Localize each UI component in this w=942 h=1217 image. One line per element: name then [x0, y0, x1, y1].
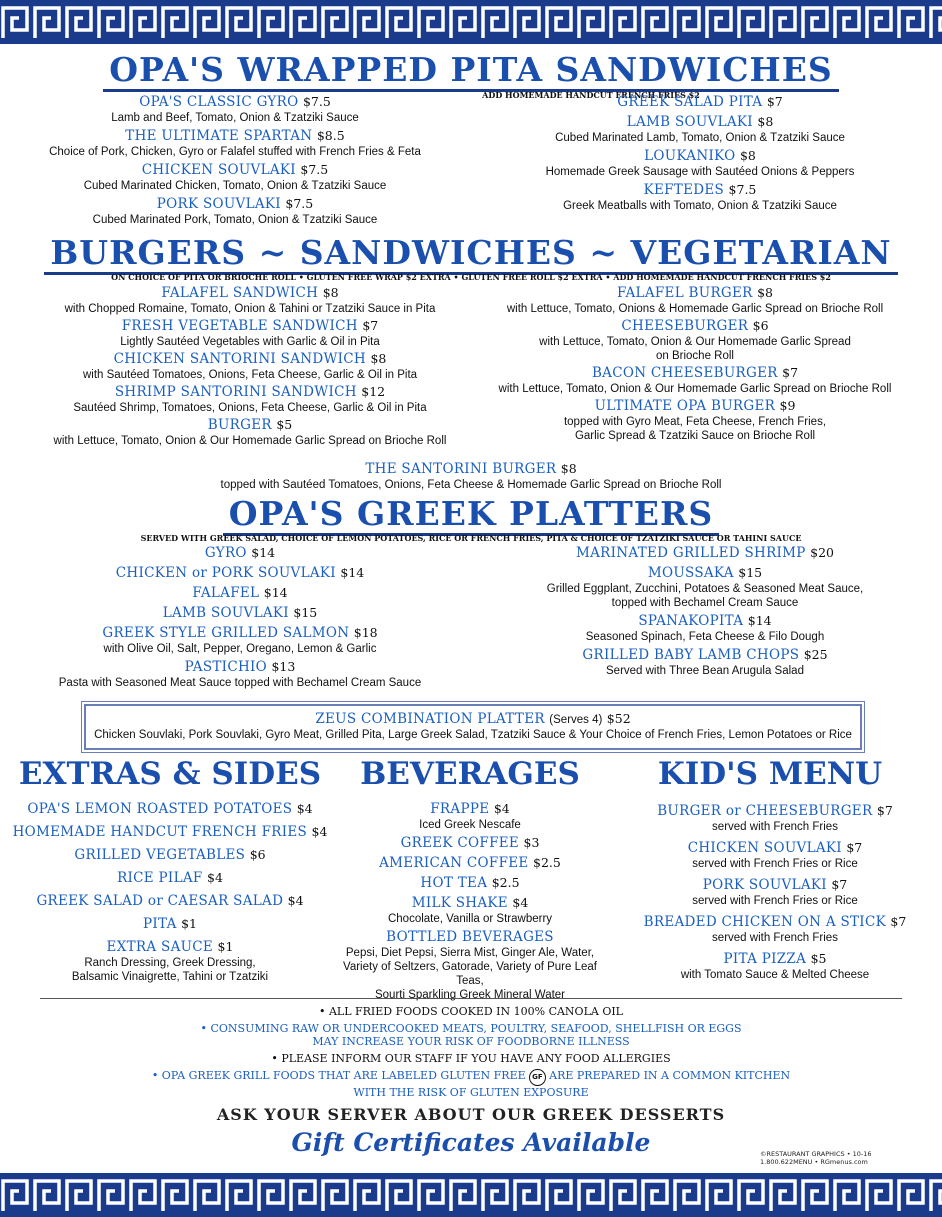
menu-item-name: THE ULTIMATE SPARTAN — [125, 128, 313, 144]
platters-right-column — [500, 544, 910, 678]
menu-item-name: BURGER or CHEESEBURGER — [657, 803, 873, 819]
burgers-note: ON CHOICE OF PITA OR BRIOCHE ROLL • GLUTEN FREE WRAP $2 EXTRA • GLUTEN FREE ROLL $2 EXTRA • ADD HOMEMADE HANDCUT FRENCH FRIES $2 — [111, 272, 831, 282]
menu-item-price: $8 — [370, 351, 387, 366]
menu-item-description: topped with Sautéed Tomatoes, Onions, Feta Cheese & Homemade Garlic Spread on Brioche Roll — [220, 479, 722, 491]
menu-item-description: with Olive Oil, Salt, Pepper, Oregano, Lemon & Garlic — [103, 643, 377, 655]
menu-item-description: Pepsi, Diet Pepsi, Sierra Mist, Ginger Ale, Water, — [345, 947, 595, 959]
menu-item-description: Served with Three Bean Arugula Salad — [606, 665, 804, 677]
menu-item-price: $14 — [340, 565, 365, 580]
menu-item — [30, 317, 470, 349]
menu-item-description: Homemade Greek Sausage with Sautéed Onions & Peppers — [545, 166, 855, 178]
menu-item — [40, 584, 440, 602]
burgers-left-column — [30, 284, 470, 448]
menu-item — [40, 161, 430, 193]
notice-gluten-b: ARE PREPARED IN A COMMON KITCHEN — [549, 1069, 791, 1082]
menu-item — [40, 195, 430, 227]
menu-item-name: HOT TEA — [420, 875, 488, 891]
menu-item-price: $6 — [752, 318, 769, 333]
menu-item — [150, 460, 792, 492]
menu-item — [500, 564, 910, 610]
menu-item-price: $7 — [890, 914, 907, 929]
notice-gluten-a: • OPA GREEK GRILL FOODS THAT ARE LABELED GLUTEN FREE — [151, 1069, 526, 1082]
menu-item-description: Sautéed Shrimp, Tomatoes, Onions, Feta Cheese, Garlic & Oil in Pita — [73, 402, 427, 414]
menu-item-name: LAMB SOUVLAKI — [162, 605, 289, 621]
menu-item — [40, 564, 440, 582]
menu-item-price: $14 — [263, 585, 288, 600]
menu-item-name: EXTRA SAUCE — [106, 939, 214, 955]
menu-item — [500, 544, 910, 562]
menu-item-name: RICE PILAF — [117, 870, 203, 886]
menu-item-description: served with French Fries — [712, 821, 838, 833]
menu-item-price: $7 — [846, 840, 863, 855]
menu-item-name: MILK SHAKE — [411, 895, 508, 911]
menu-item — [330, 800, 610, 832]
menu-item — [40, 127, 430, 159]
menu-item-name: LOUKANIKO — [644, 148, 736, 164]
menu-item-name: GREEK COFFEE — [400, 835, 520, 851]
menu-item-name: OPA'S CLASSIC GYRO — [139, 94, 299, 110]
menu-item-price: $8 — [560, 461, 577, 476]
menu-item-description: Balsamic Vinaigrette, Tahini or Tzatziki — [71, 971, 269, 983]
menu-item — [10, 823, 330, 841]
printer-credit — [760, 1150, 872, 1166]
menu-item — [330, 894, 610, 926]
menu-item — [10, 892, 330, 910]
menu-item-price: $8 — [757, 114, 774, 129]
menu-item-name: MARINATED GRILLED SHRIMP — [576, 545, 806, 561]
section-title-kids: KID'S MENU — [657, 756, 883, 792]
menu-item-description: Pasta with Seasoned Meat Sauce topped with Bechamel Cream Sauce — [58, 677, 422, 689]
menu-item — [480, 397, 910, 443]
menu-item-name: ULTIMATE OPA BURGER — [594, 398, 776, 414]
menu-item-name: BACON CHEESEBURGER — [591, 365, 778, 381]
menu-item-name: GRILLED VEGETABLES — [74, 847, 246, 863]
menu-item-price: $4 — [493, 801, 510, 816]
desserts-prompt: ASK YOUR SERVER ABOUT OUR GREEK DESSERTS — [216, 1105, 726, 1124]
pita-left-column — [40, 93, 430, 227]
menu-item — [30, 284, 470, 316]
menu-item-price: $7 — [362, 318, 379, 333]
printer-credit-line2: 1.800.622MENU • RGmenus.com — [760, 1158, 868, 1166]
menu-item — [10, 915, 330, 933]
menu-item-name: OPA'S LEMON ROASTED POTATOES — [27, 801, 293, 817]
menu-item — [30, 416, 470, 448]
menu-item-description: Garlic Spread & Tzatziki Sauce on Brioche Roll — [574, 430, 816, 442]
menu-item — [500, 181, 900, 213]
printer-credit-line1: ©RESTAURANT GRAPHICS • 10-16 — [760, 1150, 872, 1158]
menu-item-description: Lightly Sautéed Vegetables with Garlic & Oil in Pita — [120, 336, 380, 348]
menu-item-description: Grilled Eggplant, Zucchini, Potatoes & Seasoned Meat Sauce, — [546, 583, 864, 595]
menu-item-price: $12 — [361, 384, 386, 399]
menu-item — [330, 834, 610, 852]
pita-right-column — [500, 93, 900, 213]
menu-item-name: CHICKEN or PORK SOUVLAKI — [115, 565, 336, 581]
menu-item-description: Lamb and Beef, Tomato, Onion & Tzatziki Sauce — [111, 112, 359, 124]
pita-note: ADD HOMEMADE HANDCUT FRENCH FRIES $2 — [482, 90, 700, 100]
menu-item — [630, 802, 920, 834]
menu-item — [40, 544, 440, 562]
menu-item — [500, 113, 900, 145]
burgers-center-item — [150, 460, 792, 492]
footer-divider — [40, 998, 902, 999]
menu-item — [10, 869, 330, 887]
menu-item-name: PITA PIZZA — [723, 951, 807, 967]
menu-item-name: SPANAKOPITA — [638, 613, 744, 629]
menu-item-name: BOTTLED BEVERAGES — [386, 929, 554, 945]
menu-item-name: GRILLED BABY LAMB CHOPS — [582, 647, 800, 663]
menu-item-description: with Chopped Romaine, Tomato, Onion & Tahini or Tzatziki Sauce in Pita — [64, 303, 436, 315]
menu-item-name: KEFTEDES — [643, 182, 725, 198]
menu-item-name: PORK SOUVLAKI — [702, 877, 827, 893]
zeus-price: $52 — [606, 711, 631, 726]
menu-item-name: CHICKEN SANTORINI SANDWICH — [113, 351, 366, 367]
menu-item-name: GREEK SALAD PITA — [617, 94, 763, 110]
menu-item-name: THE SANTORINI BURGER — [365, 461, 557, 477]
menu-item-name: BURGER — [207, 417, 272, 433]
menu-item-price: $20 — [810, 545, 834, 560]
menu-item-name: PORK SOUVLAKI — [156, 196, 281, 212]
menu-item-price: $25 — [803, 647, 828, 662]
menu-item-name: SHRIMP SANTORINI SANDWICH — [114, 384, 357, 400]
menu-item-description: with Lettuce, Tomato, Onion & Our Homemade Garlic Spread on Brioche Roll — [53, 435, 447, 447]
menu-item-price: $2.5 — [491, 875, 520, 890]
platters-note: SERVED WITH GREEK SALAD, CHOICE OF LEMON POTATOES, RICE OR FRENCH FRIES, PITA & CHOICE OF TZATZIKI SAUCE OR TAHINI SAUCE — [140, 533, 802, 543]
greek-key-border-top — [0, 0, 942, 44]
menu-item-name: MOUSSAKA — [647, 565, 734, 581]
menu-item — [40, 658, 440, 690]
menu-item — [10, 800, 330, 818]
menu-item — [30, 383, 470, 415]
menu-item-price: $7 — [876, 803, 893, 818]
menu-item-description: topped with Bechamel Cream Sauce — [611, 597, 799, 609]
menu-item — [630, 950, 920, 982]
menu-item — [500, 646, 910, 678]
menu-item — [30, 350, 470, 382]
menu-item-price: $7 — [782, 365, 799, 380]
menu-item-description: with Tomato Sauce & Melted Cheese — [680, 969, 870, 981]
menu-item — [40, 624, 440, 656]
menu-item-price: $5 — [276, 417, 293, 432]
menu-item — [630, 876, 920, 908]
menu-item-price: $8 — [739, 148, 756, 163]
menu-item-name: GREEK SALAD or CAESAR SALAD — [36, 893, 284, 909]
menu-item-description: Cubed Marinated Lamb, Tomato, Onion & Tzatziki Sauce — [555, 132, 845, 144]
menu-item-description: with Sautéed Tomatoes, Onions, Feta Cheese, Garlic & Oil in Pita — [82, 369, 418, 381]
notice-gluten-2: WITH THE RISK OF GLUTEN EXPOSURE — [353, 1086, 589, 1099]
menu-item-price: $13 — [271, 659, 296, 674]
gift-certificates: Gift Certificates Available — [291, 1128, 651, 1157]
menu-item-price: $4 — [287, 893, 304, 908]
menu-item-description: Chocolate, Vanilla or Strawberry — [387, 913, 553, 925]
burgers-right-column — [480, 284, 910, 443]
notice-gluten — [0, 1069, 942, 1086]
menu-item-name: GYRO — [204, 545, 247, 561]
menu-item-price: $7 — [831, 877, 848, 892]
section-title-extras: EXTRAS & SIDES — [18, 756, 322, 792]
beverages-column — [330, 800, 610, 1002]
menu-item — [500, 93, 900, 111]
menu-item-name: PITA — [143, 916, 177, 932]
menu-item-price: $1 — [217, 939, 234, 954]
menu-item-price: $7 — [766, 94, 783, 109]
menu-item-name: FALAFEL SANDWICH — [161, 285, 319, 301]
menu-item-price: $2.5 — [533, 855, 561, 870]
menu-item — [480, 364, 910, 396]
greek-key-border-bottom — [0, 1173, 942, 1217]
menu-item-name: GREEK STYLE GRILLED SALMON — [102, 625, 350, 641]
menu-item — [330, 854, 610, 872]
menu-item — [630, 839, 920, 871]
menu-item-price: $1 — [181, 916, 197, 931]
menu-item-description: Cubed Marinated Chicken, Tomato, Onion & Tzatziki Sauce — [83, 180, 387, 192]
menu-item-name: FRAPPE — [430, 801, 490, 817]
menu-item-price: $14 — [251, 545, 276, 560]
menu-item-price: $4 — [296, 801, 313, 816]
menu-item-name: FALAFEL BURGER — [617, 285, 753, 301]
menu-item-price: $8 — [757, 285, 773, 300]
menu-item-price: $4 — [207, 870, 223, 885]
menu-item — [330, 928, 610, 1002]
menu-item-price: $7.5 — [300, 162, 329, 177]
menu-item-description: Variety of Seltzers, Gatorade, Variety of Pure Leaf Teas, — [343, 961, 597, 987]
menu-item-name: FALAFEL — [192, 585, 260, 601]
menu-item-description: Cubed Marinated Pork, Tomato, Onion & Tzatziki Sauce — [92, 214, 378, 226]
section-title-pita: OPA'S WRAPPED PITA SANDWICHES — [0, 50, 942, 89]
menu-item — [40, 93, 430, 125]
zeus-name: ZEUS COMBINATION PLATTER — [315, 711, 545, 727]
menu-item-price: $9 — [779, 398, 796, 413]
menu-item-description: Iced Greek Nescafe — [419, 819, 521, 831]
menu-item-description: with Lettuce, Tomato, Onions & Homemade Garlic Spread on Brioche Roll — [506, 303, 884, 315]
menu-item-name: CHICKEN SOUVLAKI — [687, 840, 842, 856]
menu-item-description: Seasoned Spinach, Feta Cheese & Filo Dough — [585, 631, 825, 643]
menu-item-price: $4 — [512, 895, 529, 910]
menu-item-price: $18 — [353, 625, 378, 640]
zeus-serves: (Serves 4) — [549, 714, 603, 726]
menu-item — [480, 284, 910, 316]
menu-item-name: HOMEMADE HANDCUT FRENCH FRIES — [12, 824, 308, 840]
notice-raw-food-2: MAY INCREASE YOUR RISK OF FOODBORNE ILLNESS — [312, 1035, 630, 1048]
menu-item-description: served with French Fries or Rice — [692, 858, 858, 870]
menu-item-name: PASTICHIO — [184, 659, 268, 675]
menu-item-price: $7.5 — [728, 182, 757, 197]
menu-item-price: $15 — [293, 605, 318, 620]
menu-item-description: served with French Fries or Rice — [692, 895, 858, 907]
notice-raw-food: • CONSUMING RAW OR UNDERCOOKED MEATS, POULTRY, SEAFOOD, SHELLFISH OR EGGS — [200, 1022, 742, 1035]
menu-item-price: $4 — [311, 824, 328, 839]
menu-item-price: $15 — [738, 565, 763, 580]
footer-notices — [0, 1005, 942, 1099]
menu-item-name: FRESH VEGETABLE SANDWICH — [121, 318, 358, 334]
menu-item-price: $8 — [322, 285, 339, 300]
zeus-combination-box — [84, 704, 862, 750]
menu-item — [10, 938, 330, 984]
menu-item — [40, 604, 440, 622]
section-title-platters: OPA'S GREEK PLATTERS — [0, 494, 942, 533]
menu-item-price: $8.5 — [316, 128, 345, 143]
menu-item-description: Choice of Pork, Chicken, Gyro or Falafel stuffed with French Fries & Feta — [49, 146, 421, 158]
menu-item-description: served with French Fries — [712, 932, 838, 944]
menu-item-description: with Lettuce, Tomato, Onion & Our Homemade Garlic Spread on Brioche Roll — [498, 383, 892, 395]
menu-item-name: CHICKEN SOUVLAKI — [141, 162, 296, 178]
menu-item-price: $6 — [249, 847, 266, 862]
platters-left-column — [40, 544, 440, 690]
gluten-free-icon: GF — [529, 1069, 546, 1086]
notice-allergies: • PLEASE INFORM OUR STAFF IF YOU HAVE ANY FOOD ALLERGIES — [271, 1052, 671, 1065]
extras-column — [10, 800, 330, 984]
menu-item-price: $14 — [747, 613, 772, 628]
zeus-description: Chicken Souvlaki, Pork Souvlaki, Gyro Meat, Grilled Pita, Large Greek Salad, Tzatziki Sauce & Your Choice of French Fries, Lemon Potatoes or Rice — [94, 729, 852, 741]
kids-column — [630, 802, 920, 982]
notice-canola: • ALL FRIED FOODS COOKED IN 100% CANOLA OIL — [318, 1005, 623, 1018]
menu-item-description: Sourti Sparkling Greek Mineral Water — [374, 989, 566, 1001]
menu-item-price: $7.5 — [285, 196, 314, 211]
menu-item — [10, 846, 330, 864]
menu-item-name: BREADED CHICKEN ON A STICK — [643, 914, 886, 930]
menu-item — [500, 147, 900, 179]
menu-item-description: Ranch Dressing, Greek Dressing, — [84, 957, 256, 969]
menu-item-price: $5 — [810, 951, 827, 966]
menu-item-description: Greek Meatballs with Tomato, Onion & Tzatziki Sauce — [563, 200, 837, 212]
menu-item-description: on Brioche Roll — [656, 350, 734, 362]
menu-item — [500, 612, 910, 644]
menu-item-description: topped with Gyro Meat, Feta Cheese, French Fries, — [563, 416, 827, 428]
section-title-beverages: BEVERAGES — [360, 756, 580, 792]
menu-item-name: CHEESEBURGER — [621, 318, 749, 334]
menu-item — [330, 874, 610, 892]
menu-item-price: $3 — [523, 835, 540, 850]
menu-item-name: AMERICAN COFFEE — [379, 855, 529, 871]
section-title-burgers: BURGERS ~ SANDWICHES ~ VEGETARIAN — [0, 233, 942, 272]
menu-item-name: LAMB SOUVLAKI — [626, 114, 753, 130]
menu-item-description: with Lettuce, Tomato, Onion & Our Homemade Garlic Spread — [539, 336, 851, 348]
menu-item-price: $7.5 — [302, 94, 331, 109]
menu-item — [630, 913, 920, 945]
menu-item — [480, 317, 910, 363]
